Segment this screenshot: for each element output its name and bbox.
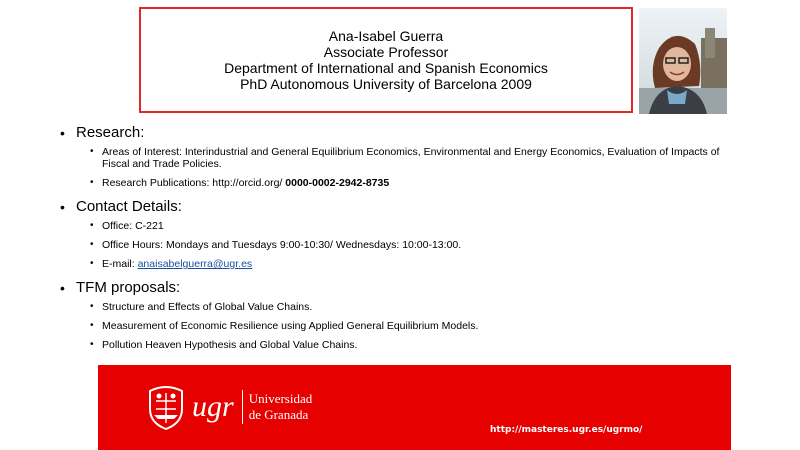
research-section xyxy=(60,122,740,189)
contact-title: Contact Details: xyxy=(76,198,182,215)
logo-divider xyxy=(242,390,243,424)
tfm-heading xyxy=(60,277,740,298)
list-item xyxy=(90,258,740,270)
university-name xyxy=(249,391,313,423)
department: Department of International and Spanish Economics xyxy=(224,60,548,76)
areas-of-interest: Areas of Interest: Interindustrial and General Equilibrium Economics, Environmental and Energy Economics, Evaluation of Impacts of Fiscal and Trade Policies. xyxy=(102,146,720,170)
email-label: E-mail: xyxy=(102,258,135,270)
research-list xyxy=(90,146,740,189)
tfm-section xyxy=(60,277,740,351)
content-area xyxy=(60,122,740,358)
tfm-title: TFM proposals: xyxy=(76,279,181,296)
ugr-wordmark: ugr xyxy=(192,390,234,423)
bullet-icon: • xyxy=(90,258,94,269)
ugr-logo xyxy=(144,383,312,431)
bullet-icon: • xyxy=(90,220,94,231)
orcid-id[interactable]: 0000-0002-2942-8735 xyxy=(285,177,390,189)
bullet-icon: • xyxy=(60,279,65,296)
header-box xyxy=(139,7,633,113)
bullet-icon: • xyxy=(60,198,65,215)
tfm-list xyxy=(90,301,740,351)
list-item xyxy=(90,220,740,232)
university-line2: de Granada xyxy=(248,407,309,422)
contact-section xyxy=(60,196,740,270)
tfm-proposal: Measurement of Economic Resilience using Applied General Equilibrium Models. xyxy=(102,320,479,332)
bullet-icon: • xyxy=(90,146,94,157)
list-item xyxy=(90,239,740,251)
bullet-icon: • xyxy=(90,239,94,250)
email-row xyxy=(102,258,252,270)
contact-list xyxy=(90,220,740,270)
professor-name: Ana-Isabel Guerra xyxy=(328,28,444,44)
list-item xyxy=(90,301,740,313)
list-item xyxy=(90,177,740,189)
phd-info: PhD Autonomous University of Barcelona 2009 xyxy=(240,76,532,92)
research-title: Research: xyxy=(76,124,145,141)
university-line1: Universidad xyxy=(248,391,313,406)
bullet-icon: • xyxy=(60,124,65,141)
publications-label: Research Publications: http://orcid.org/ xyxy=(102,177,283,189)
list-item xyxy=(90,339,740,351)
email-link[interactable]: anaisabelguerra@ugr.es xyxy=(137,258,253,270)
list-item xyxy=(90,320,740,332)
office: Office: C-221 xyxy=(102,220,164,232)
professor-position: Associate Professor xyxy=(323,44,449,60)
tfm-proposal: Structure and Effects of Global Value Chains. xyxy=(102,301,313,313)
research-publications xyxy=(102,177,389,189)
office-hours: Office Hours: Mondays and Tuesdays 9:00-10:30/ Wednesdays: 10:00-13:00. xyxy=(102,239,462,251)
bullet-icon: • xyxy=(90,339,94,350)
contact-heading xyxy=(60,196,740,217)
crest-icon xyxy=(144,383,188,431)
portrait-photo xyxy=(639,8,727,114)
list-item xyxy=(90,146,740,170)
bullet-icon: • xyxy=(90,177,94,188)
ugr-banner xyxy=(98,365,731,450)
bullet-icon: • xyxy=(90,320,94,331)
research-heading xyxy=(60,122,740,143)
tfm-proposal: Pollution Heaven Hypothesis and Global Value Chains. xyxy=(102,339,358,351)
masters-url[interactable]: http://masteres.ugr.es/ugrmo/ xyxy=(490,425,643,435)
bullet-icon: • xyxy=(90,301,94,312)
